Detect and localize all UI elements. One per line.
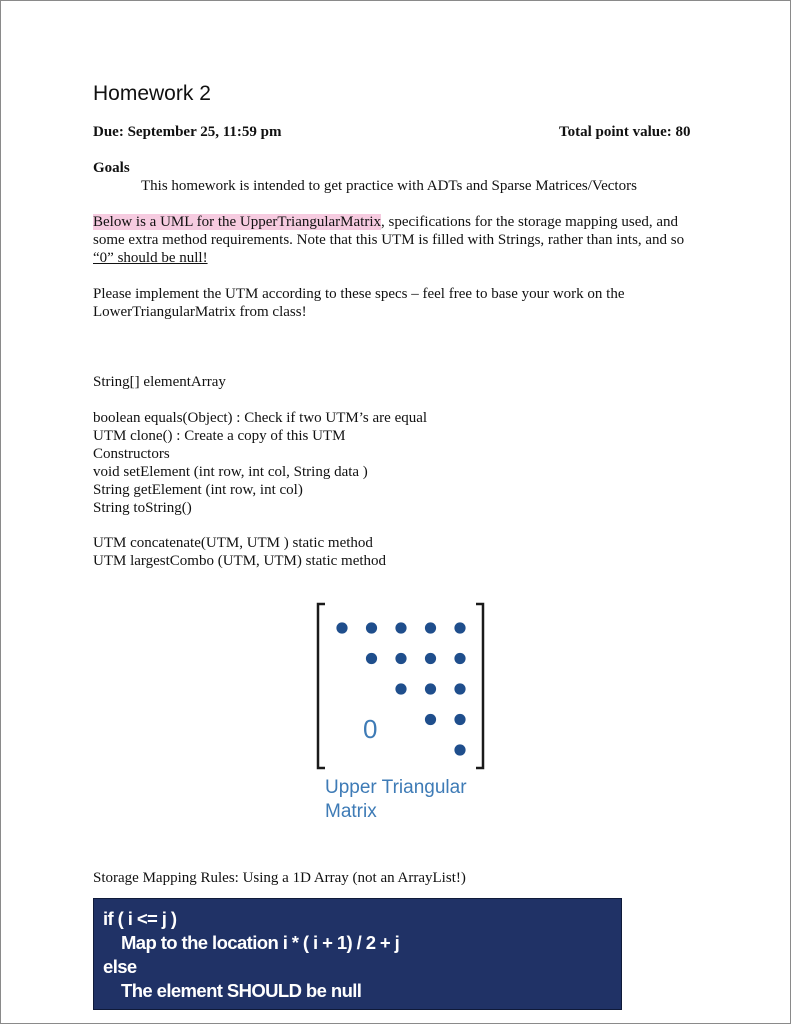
rule-else: else [103, 956, 137, 977]
matrix-dot [366, 622, 377, 633]
left-bracket [318, 604, 325, 768]
right-bracket [476, 604, 483, 768]
uml-method: boolean equals(Object) : Check if two UTM’s are equal [93, 410, 428, 426]
matrix-dot [336, 622, 347, 633]
matrix-dots [336, 622, 465, 755]
highlighted-text: Below is a UML for the UpperTriangularMatrix [93, 214, 382, 230]
uml-method: String toString() [93, 500, 192, 516]
uml-method: void setElement (int row, int col, String data ) [93, 464, 368, 480]
intro-line-1-rest: , specifications for the storage mapping used, and [381, 214, 679, 230]
matrix-dot [395, 683, 406, 694]
intro-line-2: some extra method requirements. Note that this UTM is filled with Strings, rather than ints, and so [93, 232, 685, 248]
matrix-dot [454, 714, 465, 725]
matrix-dot [395, 622, 406, 633]
rule-mapping: Map to the location i * ( i + 1) / 2 + j [121, 932, 400, 953]
matrix-diagram [308, 596, 500, 776]
page-title: Homework 2 [93, 82, 211, 105]
figure-caption-line-1: Upper Triangular [325, 777, 467, 798]
matrix-dot [366, 653, 377, 664]
rule-condition: if ( i <= j ) [103, 908, 177, 929]
uml-static-method: UTM largestCombo (UTM, UTM) static method [93, 553, 387, 569]
uml-method: Constructors [93, 446, 170, 462]
storage-rules-box [93, 898, 622, 1010]
matrix-dot [425, 622, 436, 633]
matrix-dot [454, 622, 465, 633]
matrix-dot [425, 683, 436, 694]
uml-field: String[] elementArray [93, 374, 226, 390]
matrix-dot [454, 744, 465, 755]
storage-mapping-label: Storage Mapping Rules: Using a 1D Array (not an ArrayList!) [93, 870, 466, 886]
matrix-dot [395, 653, 406, 664]
implement-line-2: LowerTriangularMatrix from class! [93, 304, 307, 320]
matrix-dot [454, 683, 465, 694]
intro-line-1 [93, 213, 678, 231]
goals-text: This homework is intended to get practice with ADTs and Sparse Matrices/Vectors [141, 178, 637, 194]
implement-line-1: Please implement the UTM according to these specs – feel free to base your work on the [93, 286, 625, 302]
matrix-dot [425, 714, 436, 725]
total-points: Total point value: 80 [559, 124, 691, 140]
matrix-dot [454, 653, 465, 664]
uml-static-method: UTM concatenate(UTM, UTM ) static method [93, 535, 373, 551]
figure-caption-line-2: Matrix [325, 801, 377, 822]
matrix-dot [425, 653, 436, 664]
due-date: Due: September 25, 11:59 pm [93, 124, 282, 140]
goals-heading: Goals [93, 160, 130, 176]
upper-triangular-matrix-figure [308, 596, 500, 828]
uml-method: UTM clone() : Create a copy of this UTM [93, 428, 346, 444]
uml-method: String getElement (int row, int col) [93, 482, 303, 498]
rule-null: The element SHOULD be null [121, 980, 362, 1001]
zero-label: 0 [363, 714, 378, 744]
intro-line-3: “0” should be null! [93, 250, 208, 266]
